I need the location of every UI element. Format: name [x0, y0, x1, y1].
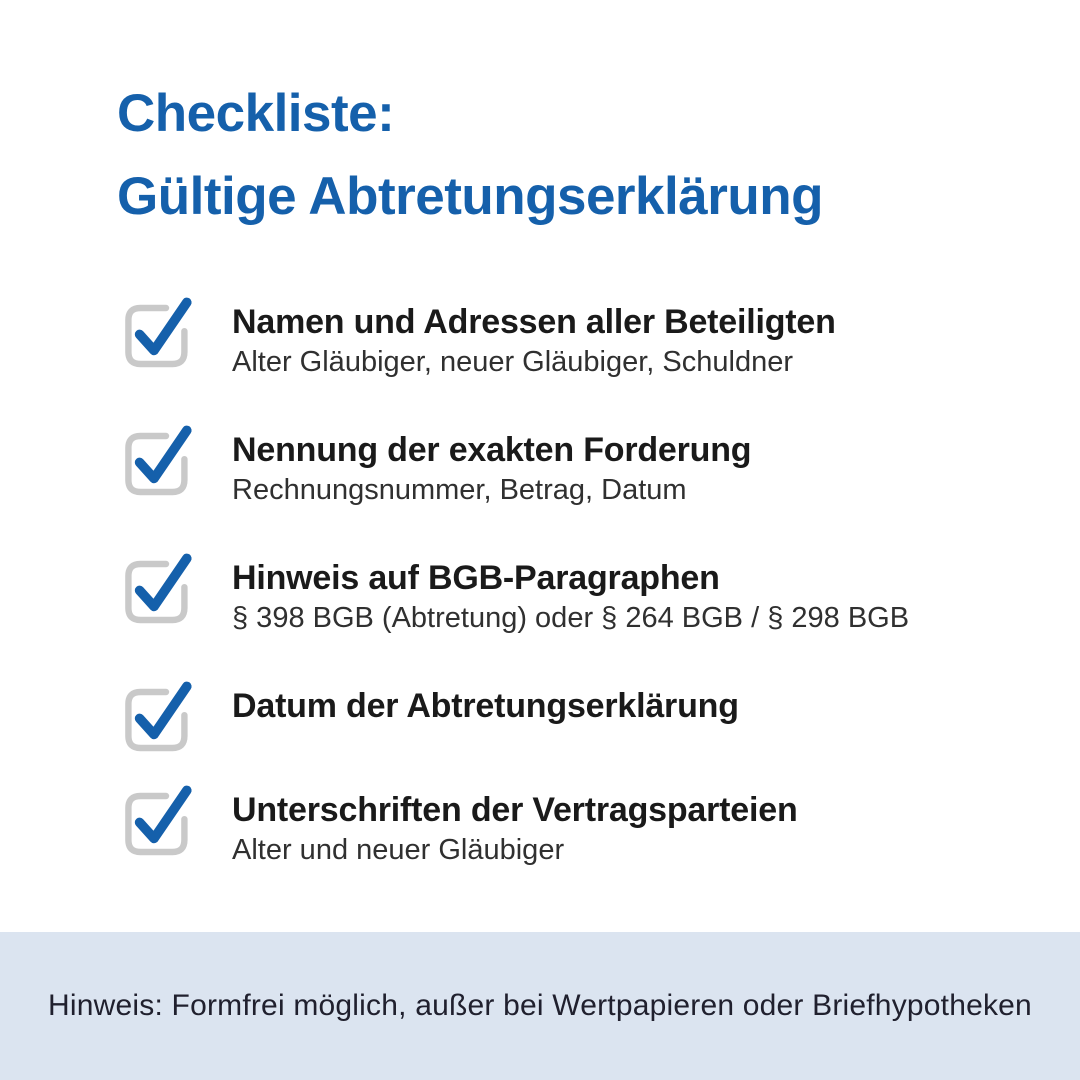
checkbox-checked-icon — [118, 424, 198, 504]
checklist-item-subtitle: Alter und neuer Gläubiger — [232, 834, 565, 866]
checklist-item-subtitle: Rechnungsnummer, Betrag, Datum — [232, 474, 687, 506]
checklist-item-heading: Datum der Abtretungserklärung — [232, 687, 739, 725]
footer-note: Hinweis: Formfrei möglich, außer bei Wertpapieren oder Briefhypotheken — [48, 989, 1032, 1022]
checkbox-checked-icon — [118, 552, 198, 632]
checklist-item-heading: Nennung der exakten Forderung — [232, 431, 752, 469]
checklist — [118, 296, 998, 912]
checklist-item — [118, 784, 998, 868]
checklist-item-text — [232, 680, 739, 726]
checkbox-checked-icon — [118, 680, 198, 760]
checklist-item-heading: Unterschriften der Vertragsparteien — [232, 791, 798, 829]
checklist-item-heading: Hinweis auf BGB-Paragraphen — [232, 559, 720, 597]
checkbox-checked-icon — [118, 296, 198, 376]
checklist-item — [118, 680, 998, 760]
checklist-item-subtitle: Alter Gläubiger, neuer Gläubiger, Schuldner — [232, 346, 794, 378]
page-title-line1: Checkliste: — [117, 84, 395, 143]
checklist-item — [118, 552, 998, 636]
checklist-item — [118, 424, 998, 508]
checkbox-checked-icon — [118, 784, 198, 864]
checklist-item-text — [232, 296, 836, 380]
footer-note-bar — [0, 932, 1080, 1080]
checklist-item-heading: Namen und Adressen aller Beteiligten — [232, 303, 836, 341]
checklist-item-subtitle: § 398 BGB (Abtretung) oder § 264 BGB / § 298 BGB — [232, 602, 910, 634]
page-title — [117, 72, 823, 238]
page-title-line2: Gültige Abtretungserklärung — [117, 167, 823, 226]
checklist-item-text — [232, 424, 751, 508]
checklist-item-text — [232, 784, 798, 868]
checklist-item-text — [232, 552, 909, 636]
checklist-item — [118, 296, 998, 380]
